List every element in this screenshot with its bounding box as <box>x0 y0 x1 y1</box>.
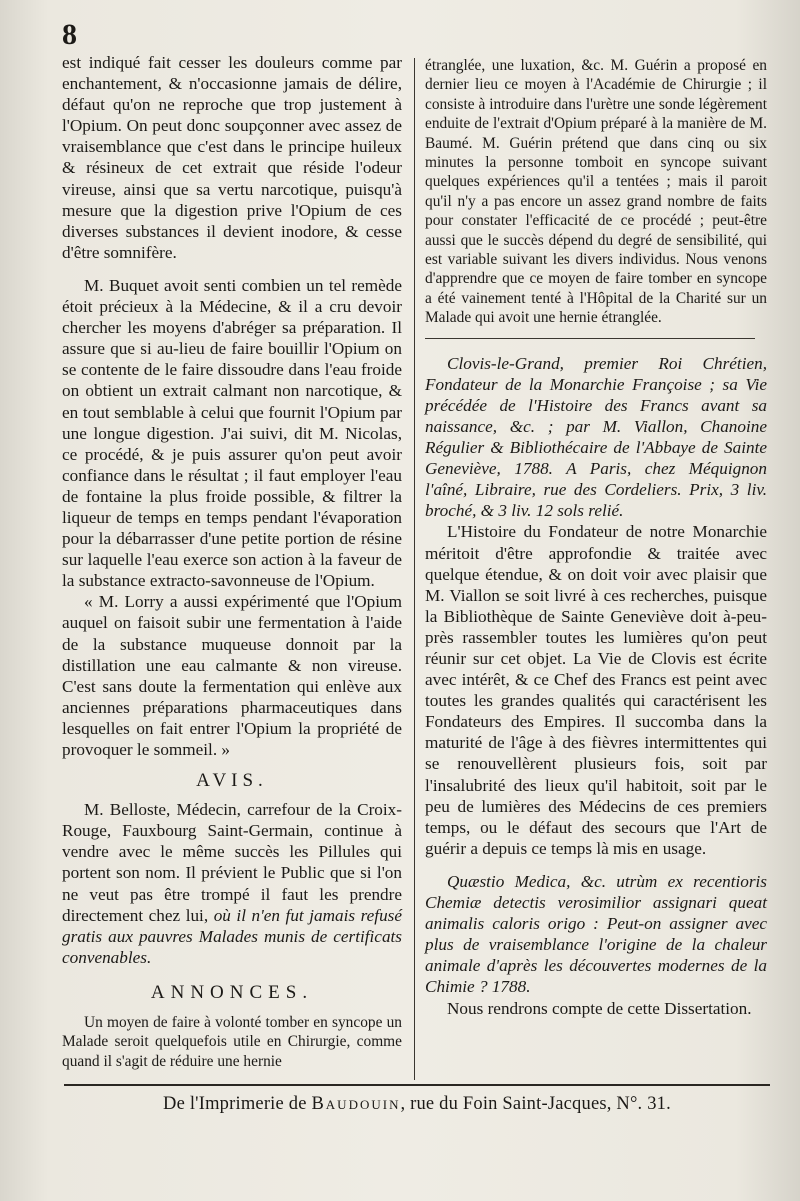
paragraph: étranglée, une luxation, &c. M. Guérin a proposé en dernier lieu ce moyen à l'Académie de Chirurgie ; il consiste à introduire dans l'urètre une sonde légèrement enduite de l'extrait d'Opium préparé à la manière de M. Baumé. M. Guérin prétend que dans cinq ou six minutes la personne tomboit en syncope suivant quelques expériences qu'il a tentées ; mais il paroit qu'il n'y a pas encore un assez grand nombre de faits pour constater l'efficacité de ce procédé ; peut-être aussi que le succès dépend du degré de sensibilité, qui est variable suivant les divers individus. Nous venons d'apprendre que ce moyen de faire tomber en syncope a été vainement tenté à l'Hôpital de la Charité sur un Malade qui avoit une hernie étranglée. <box>425 57 767 327</box>
quotation: « M. Lorry a aussi expérimenté que l'Opium auquel on faisoit subir une fermentation à l'aide de la substance muqueuse donnoit par la distillation une eau calmante & non vireuse. C'est sans doute la fermentation qui enlève aux anciennes préparations pharmaceutiques dans lesquelles on fait entrer l'Opium la propriété de provoquer le sommeil. » <box>62 592 402 759</box>
imprint-prefix: De l'Imprimerie de <box>163 1094 307 1114</box>
annonces-text: Un moyen de faire à volonté tomber en syncope un Malade seroit quelquefois utile en Chirurgie, comme quand il s'agit de réduire une hernie <box>62 1014 402 1070</box>
avis-italic: où il n'en fut jamais refusé gratis aux pauvres Malades munis de certificats convenables. <box>62 905 402 967</box>
column-divider <box>414 58 415 1080</box>
imprint-suffix: , rue du Foin Saint-Jacques, N°. 31. <box>400 1094 671 1114</box>
paragraph: est indiqué fait cesser les douleurs comme par enchantement, & n'occasionne jamais de délire, défaut qu'on ne reproche que trop justement à l'Opium. On peut donc soupçonner avec assez de vraisemblance que c'est dans le principe huileux & résineux de cet extrait que réside l'odeur vireuse, ainsi que sa vertu narcotique, puisqu'à mesure que la digestion prive l'Opium de ces diverses substances il devient inodore, & cesse d'être somnifère. <box>62 53 402 262</box>
page-number: 8 <box>62 18 77 51</box>
imprint-printer: Baudouin <box>311 1094 401 1114</box>
book-review-clovis: L'Histoire du Fondateur de notre Monarchie méritoit d'être approfondie & traitée avec quelque étendue, & on doit voir avec plaisir que M. Viallon se soit livré à ces recherches, puisque la Bibliothèque de Sainte Geneviève doit à-peu-près rassembler toutes les lumières qu'on peut réunir sur cet objet. La Vie de Clovis est écrite avec intérêt, & ce Chef des Francs est peint avec toutes les grandes qualités qui caractérisent les Fondateurs des Empires. Il succomba dans la maturité de l'âge à des fièvres intermittentes qui se renouvellèrent plusieurs fois, soit par l'insalubrité des lieux qu'il habitoit, soit par le peu de lumières des Médecins de ces premiers temps, ou le défaut des secours que l'Art de guérir a depuis ce temps là mis en usage. <box>425 522 767 858</box>
paragraph: M. Buquet avoit senti combien un tel remède étoit précieux à la Médecine, & il a cru devoir chercher les moyens d'abréger sa préparation. Il assure que si au-lieu de faire bouillir l'Opium on se contente de le faire dissoudre dans l'eau froide on obtient un extrait calmant non narcotique, & en tout semblable à celui que fournit l'Opium par une longue digestion. J'ai suivi, dit M. Nicolas, ce procédé, & je puis assurer qu'on peut avoir confiance dans le résultat ; il faut employer l'eau de fontaine la plus froide possible, & filtrer la liqueur de temps en temps pendant l'évaporation pour la débarrasser d'une petite portion de résine sur laquelle l'eau exerce son action à la faveur de la substance extracto-savonneuse de l'Opium. <box>62 275 402 591</box>
left-column <box>62 52 402 1071</box>
book-title-quaestio: Quæstio Medica, &c. utrùm ex recentioris Chemiæ detectis verosimilior assignari queat animalis caloris origo : Peut-on assigner avec plus de vraisemblance l'origine de la chaleur animale d'après les découvertes modernes de la Chimie ? 1788. <box>425 871 767 997</box>
avis-heading: AVIS. <box>196 770 268 792</box>
section-rule <box>425 338 755 339</box>
footer-rule <box>64 1084 770 1086</box>
right-column <box>425 56 767 1019</box>
book-review-quaestio: Nous rendrons compte de cette Dissertation. <box>447 998 752 1018</box>
avis-text: M. Belloste, Médecin, carrefour de la Croix-Rouge, Fauxbourg Saint-Germain, continue à vendre avec le même succès les Pillules qui portent son nom. Il prévient le Public que si l'on ne veut pas être trompé il faut les prendre directement chez lui, <box>62 800 402 925</box>
book-title-clovis: Clovis-le-Grand, premier Roi Chrétien, Fondateur de la Monarchie Françoise ; sa Vie précédée de l'Histoire des Francs avant sa naissance, &c. ; par M. Viallon, Chanoine Régulier & Bibliothécaire de l'Abbaye de Sainte Geneviève, 1788. A Paris, chez Méquignon l'aîné, Libraire, rue des Cordeliers. Prix, 3 liv. broché, & 3 liv. 12 sols relié. <box>425 353 767 521</box>
imprint <box>64 1094 770 1115</box>
annonces-heading: ANNONCES. <box>150 981 314 1003</box>
avis-notice <box>62 799 402 968</box>
